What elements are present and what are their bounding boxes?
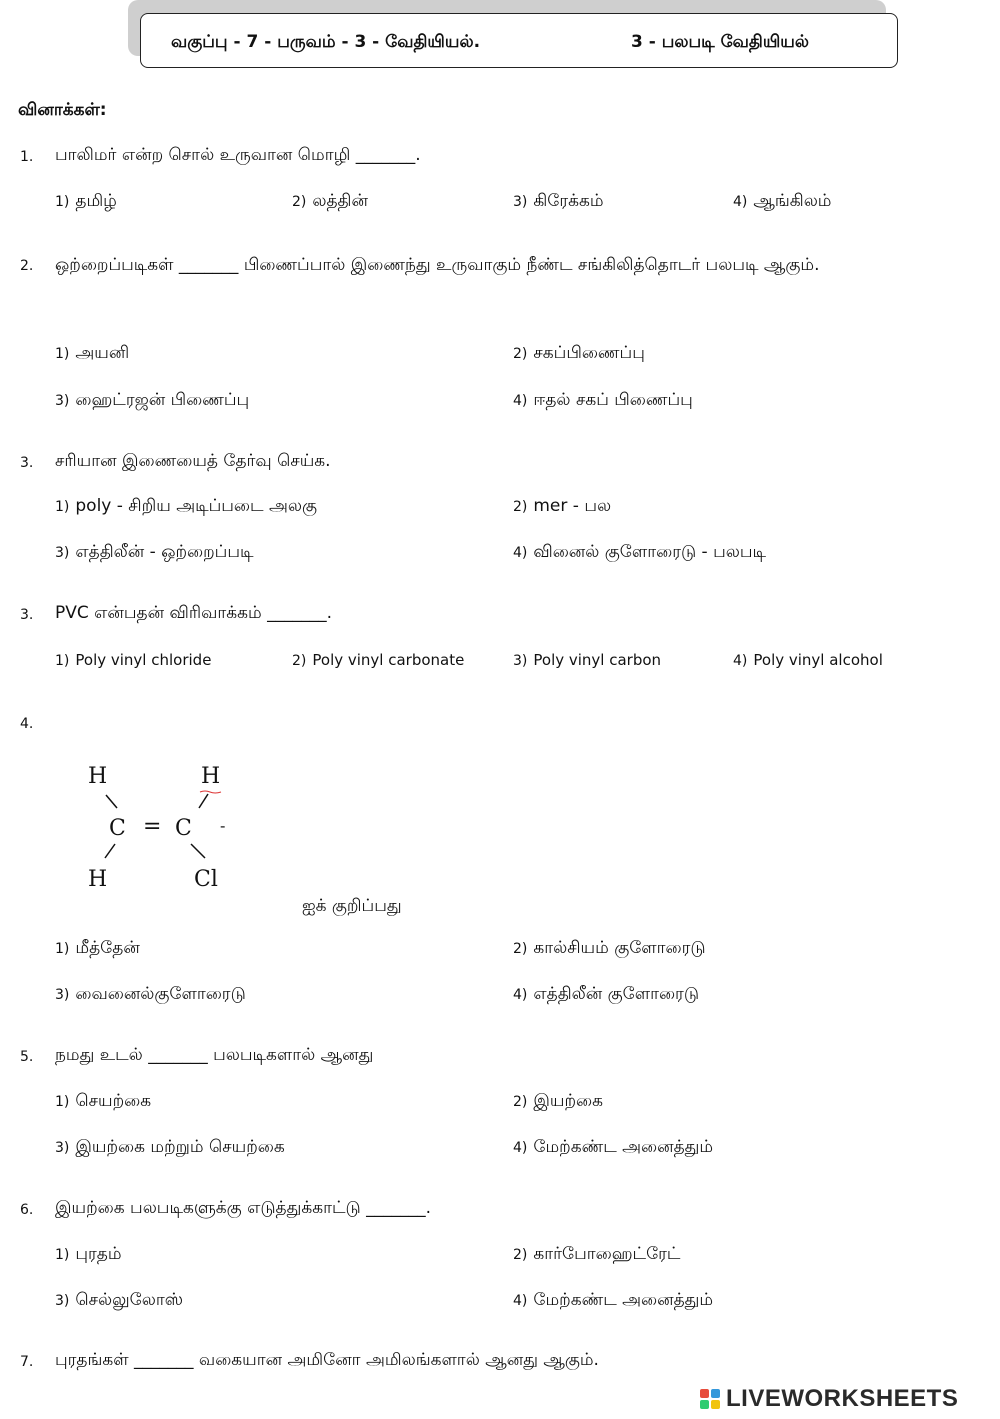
question-text: இயற்கை பலபடிகளுக்கு எடுத்துக்காட்டு _______. (55, 1198, 431, 1218)
question-number: 1. (20, 149, 34, 165)
section-title: வினாக்கள்: (18, 100, 107, 120)
question-number: 4. (20, 716, 34, 732)
question-number: 5. (20, 1049, 34, 1065)
option-2[interactable]: 2) கார்போஹைட்ரேட் (513, 1244, 681, 1264)
trailing-dash: - (220, 816, 226, 835)
atom-c-left: C (109, 816, 126, 841)
question-text: ஐக் குறிப்பது (302, 896, 402, 916)
option-1[interactable]: 1) மீத்தேன் (55, 938, 140, 958)
question-text: சரியான இணையைத் தேர்வு செய்க. (55, 451, 331, 471)
option-4[interactable]: 4) மேற்கண்ட அனைத்தும் (513, 1137, 714, 1157)
atom-h-top-left: H (88, 764, 108, 789)
question-number: 7. (20, 1354, 34, 1370)
option-3[interactable]: 3) கிரேக்கம் (513, 191, 604, 211)
question-text: ஒற்றைப்படிகள் _______ பிணைப்பால் இணைந்து உருவாகும் நீண்ட சங்கிலித்தொடர் பலபடி ஆகும். (55, 255, 820, 275)
brand-name: LIVEWORKSHEETS (726, 1385, 959, 1412)
header-unit-title: 3 - பலபடி வேதியியல் (631, 32, 809, 52)
question-text: நமது உடல் _______ பலபடிகளால் ஆனது (55, 1045, 374, 1065)
option-1[interactable]: 1) செயற்கை (55, 1091, 152, 1111)
header-class-info: வகுப்பு - 7 - பருவம் - 3 - வேதியியல். (171, 32, 481, 52)
vinyl-chloride-structure (80, 760, 260, 900)
question-number: 3. (20, 607, 34, 623)
option-4[interactable]: 4) ஈதல் சகப் பிணைப்பு (513, 390, 693, 410)
question-text: புரதங்கள் _______ வகையான அமினோ அமிலங்களால் ஆனது ஆகும். (55, 1350, 599, 1370)
question-number: 3. (20, 455, 34, 471)
worksheet-header (140, 13, 898, 68)
option-3[interactable]: 3) எத்திலீன் - ஒற்றைப்படி (55, 542, 254, 562)
option-1[interactable]: 1) தமிழ் (55, 191, 117, 211)
option-3[interactable]: 3) செல்லுலோஸ் (55, 1290, 183, 1310)
option-3[interactable]: 3) ஹைட்ரஜன் பிணைப்பு (55, 390, 250, 410)
option-2[interactable]: 2) கால்சியம் குளோரைடு (513, 938, 706, 958)
option-4[interactable]: 4) ஆங்கிலம் (733, 191, 832, 211)
liveworksheets-logo (700, 1386, 958, 1412)
double-bond: = (143, 814, 162, 839)
option-1[interactable]: 1) Poly vinyl chloride (55, 651, 212, 669)
atom-h-bottom-left: H (88, 867, 108, 892)
option-2[interactable]: 2) லத்தின் (292, 191, 368, 211)
option-1[interactable]: 1) poly - சிறிய அடிப்படை அலகு (55, 496, 317, 516)
option-1[interactable]: 1) அயனி (55, 343, 130, 363)
option-2[interactable]: 2) இயற்கை (513, 1091, 604, 1111)
brand-squares-icon (700, 1389, 720, 1409)
atom-c-right: C (175, 816, 192, 841)
question-text: பாலிமர் என்ற சொல் உருவான மொழி _______. (55, 145, 421, 165)
atom-cl: Cl (194, 867, 218, 892)
question-number: 2. (20, 258, 34, 274)
option-4[interactable]: 4) வினைல் குளோரைடு - பலபடி (513, 542, 767, 562)
option-4[interactable]: 4) Poly vinyl alcohol (733, 651, 883, 669)
option-2[interactable]: 2) mer - பல (513, 496, 612, 516)
option-3[interactable]: 3) Poly vinyl carbon (513, 651, 662, 669)
option-2[interactable]: 2) சகப்பிணைப்பு (513, 343, 645, 363)
option-2[interactable]: 2) Poly vinyl carbonate (292, 651, 465, 669)
option-1[interactable]: 1) புரதம் (55, 1244, 122, 1264)
question-number: 6. (20, 1202, 34, 1218)
option-3[interactable]: 3) இயற்கை மற்றும் செயற்கை (55, 1137, 285, 1157)
option-4[interactable]: 4) மேற்கண்ட அனைத்தும் (513, 1290, 714, 1310)
question-text: PVC என்பதன் விரிவாக்கம் _______. (55, 603, 332, 623)
option-3[interactable]: 3) வைனைல்குளோரைடு (55, 984, 246, 1004)
option-4[interactable]: 4) எத்திலீன் குளோரைடு (513, 984, 700, 1004)
atom-h-top-right: H (201, 764, 221, 789)
